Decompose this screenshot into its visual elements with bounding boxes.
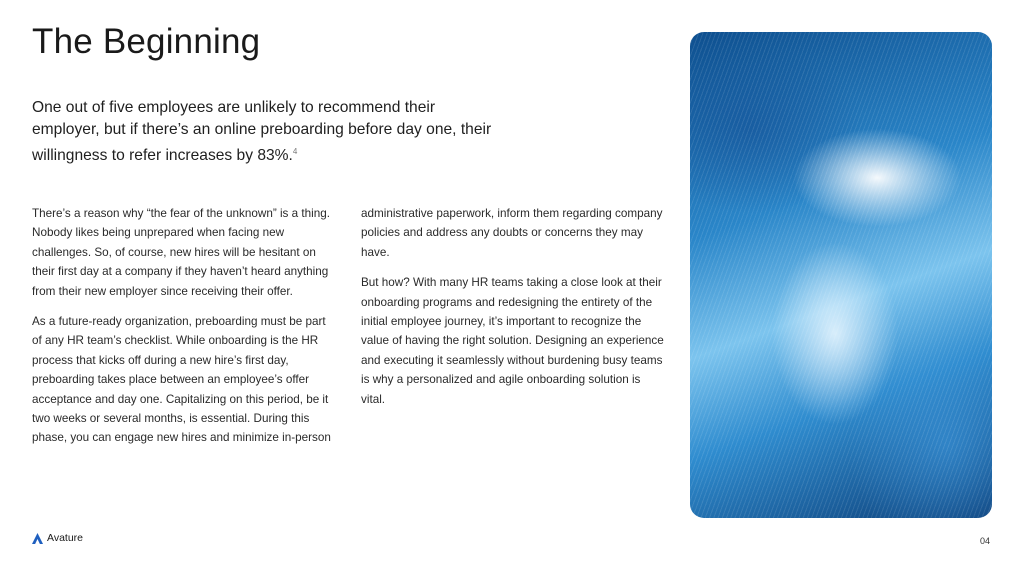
body-paragraph: But how? With many HR teams taking a close look at their onboarding programs and redesigning the entirety of the initial employee journey, it’s important to recognize the value of having the right solution. Designing an experience and executing it seamlessly without burdening busy teams is why a personalized and agile onboarding solution is vital. — [361, 276, 664, 406]
lead-text: One out of five employees are unlikely to recommend their employer, but if there’s an online preboarding before day one, their willingness to refer increases by 83%. — [32, 99, 492, 165]
page-number: 04 — [979, 536, 990, 546]
avature-logo-icon — [32, 533, 43, 544]
footnote-marker: 4 — [292, 147, 298, 156]
body-paragraph: As a future-ready organization, preboarding must be part of any HR team’s checklist. While onboarding is the HR process that kicks off during a new hire’s first day, preboarding takes place between an employee’s offer acceptance and day one. Capitalizing on this period, be it two weeks or several months, is essential. During this phase, you can engage new hires and minimize in-person — [32, 315, 331, 445]
page-title: The Beginning — [32, 22, 261, 61]
body-column-left — [32, 204, 338, 459]
brand-name: Avature — [47, 532, 83, 544]
body-paragraph: There’s a reason why “the fear of the unknown” is a thing. Nobody likes being unprepared when facing new challenges. So, of course, new hires will be hesitant on their first day at a company if they haven’t heard anything from their new employer since receiving their offer. — [32, 207, 330, 298]
body-paragraph: administrative paperwork, inform them regarding company policies and address any doubts or concerns they may have. — [361, 207, 663, 259]
body-column-right — [361, 204, 667, 420]
brand-logo — [32, 532, 83, 544]
hero-image — [690, 32, 992, 518]
lead-paragraph — [32, 97, 502, 167]
